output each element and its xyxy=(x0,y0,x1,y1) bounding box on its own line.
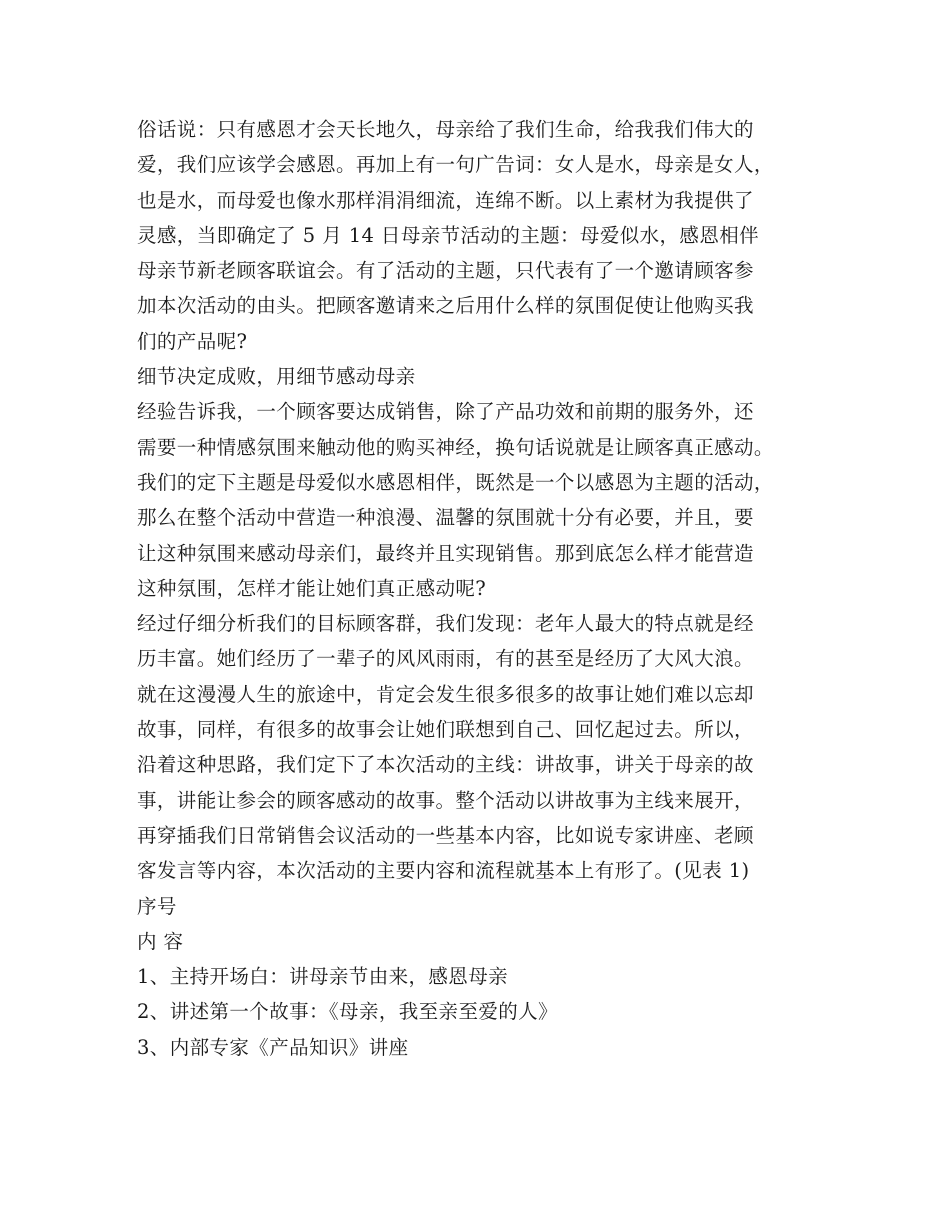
text-line: 故事，同样，有很多的故事会让她们联想到自己、回忆起过去。所以， xyxy=(137,718,754,742)
text-line: 让这种氛围来感动母亲们，最终并且实现销售。那到底怎么样才能营造 xyxy=(137,541,754,565)
text-line: 爱，我们应该学会感恩。再加上有一句广告词：女人是水，母亲是女人， xyxy=(137,153,774,177)
text-line: 俗话说：只有感恩才会天长地久，母亲给了我们生命，给我我们伟大的 xyxy=(137,118,754,141)
text-line: 事，讲能让参会的顾客感动的故事。整个活动以讲故事为主线来展开， xyxy=(137,788,754,812)
text-line: 加本次活动的由头。把顾客邀请来之后用什么样的氛围促使让他购买我 xyxy=(137,294,754,318)
text-line: 客发言等内容，本次活动的主要内容和流程就基本上有形了。(见表 1) xyxy=(137,859,750,883)
list-item: 3、内部专家《产品知识》讲座 xyxy=(137,1035,409,1059)
section-heading: 细节决定成败，用细节感动母亲 xyxy=(137,365,416,389)
document-body xyxy=(137,112,837,1065)
table-header-index: 序号 xyxy=(137,894,177,918)
table-header-content: 内 容 xyxy=(137,929,184,953)
text-line: 经验告诉我，一个顾客要达成销售，除了产品功效和前期的服务外，还 xyxy=(137,400,754,424)
text-line: 我们的定下主题是母爱似水感恩相伴，既然是一个以感恩为主题的活动， xyxy=(137,470,774,494)
text-line: 们的产品呢? xyxy=(137,329,248,353)
text-line: 再穿插我们日常销售会议活动的一些基本内容，比如说专家讲座、老顾 xyxy=(137,823,754,847)
text-line: 历丰富。她们经历了一辈子的风风雨雨，有的甚至是经历了大风大浪。 xyxy=(137,647,754,671)
text-line: 那么在整个活动中营造一种浪漫、温馨的氛围就十分有必要，并且，要 xyxy=(137,506,754,530)
text-line: 需要一种情感氛围来触动他的购买神经，换句话说就是让顾客真正感动。 xyxy=(137,435,774,459)
list-item: 1、主持开场白：讲母亲节由来，感恩母亲 xyxy=(137,965,509,989)
text-line: 母亲节新老顾客联谊会。有了活动的主题，只代表有了一个邀请顾客参 xyxy=(137,259,754,283)
text-line: 这种氛围，怎样才能让她们真正感动呢? xyxy=(137,576,487,600)
text-line: 灵感，当即确定了 5 月 14 日母亲节活动的主题：母爱似水，感恩相伴 xyxy=(137,223,760,247)
text-line: 沿着这种思路，我们定下了本次活动的主线：讲故事，讲关于母亲的故 xyxy=(137,753,754,777)
text-line: 也是水，而母爱也像水那样涓涓细流，连绵不断。以上素材为我提供了 xyxy=(137,188,754,212)
text-line: 经过仔细分析我们的目标顾客群，我们发现：老年人最大的特点就是经 xyxy=(137,612,754,636)
text-line: 就在这漫漫人生的旅途中，肯定会发生很多很多的故事让她们难以忘却 xyxy=(137,682,754,706)
list-item: 2、讲述第一个故事：《母亲，我至亲至爱的人》 xyxy=(137,1000,558,1024)
